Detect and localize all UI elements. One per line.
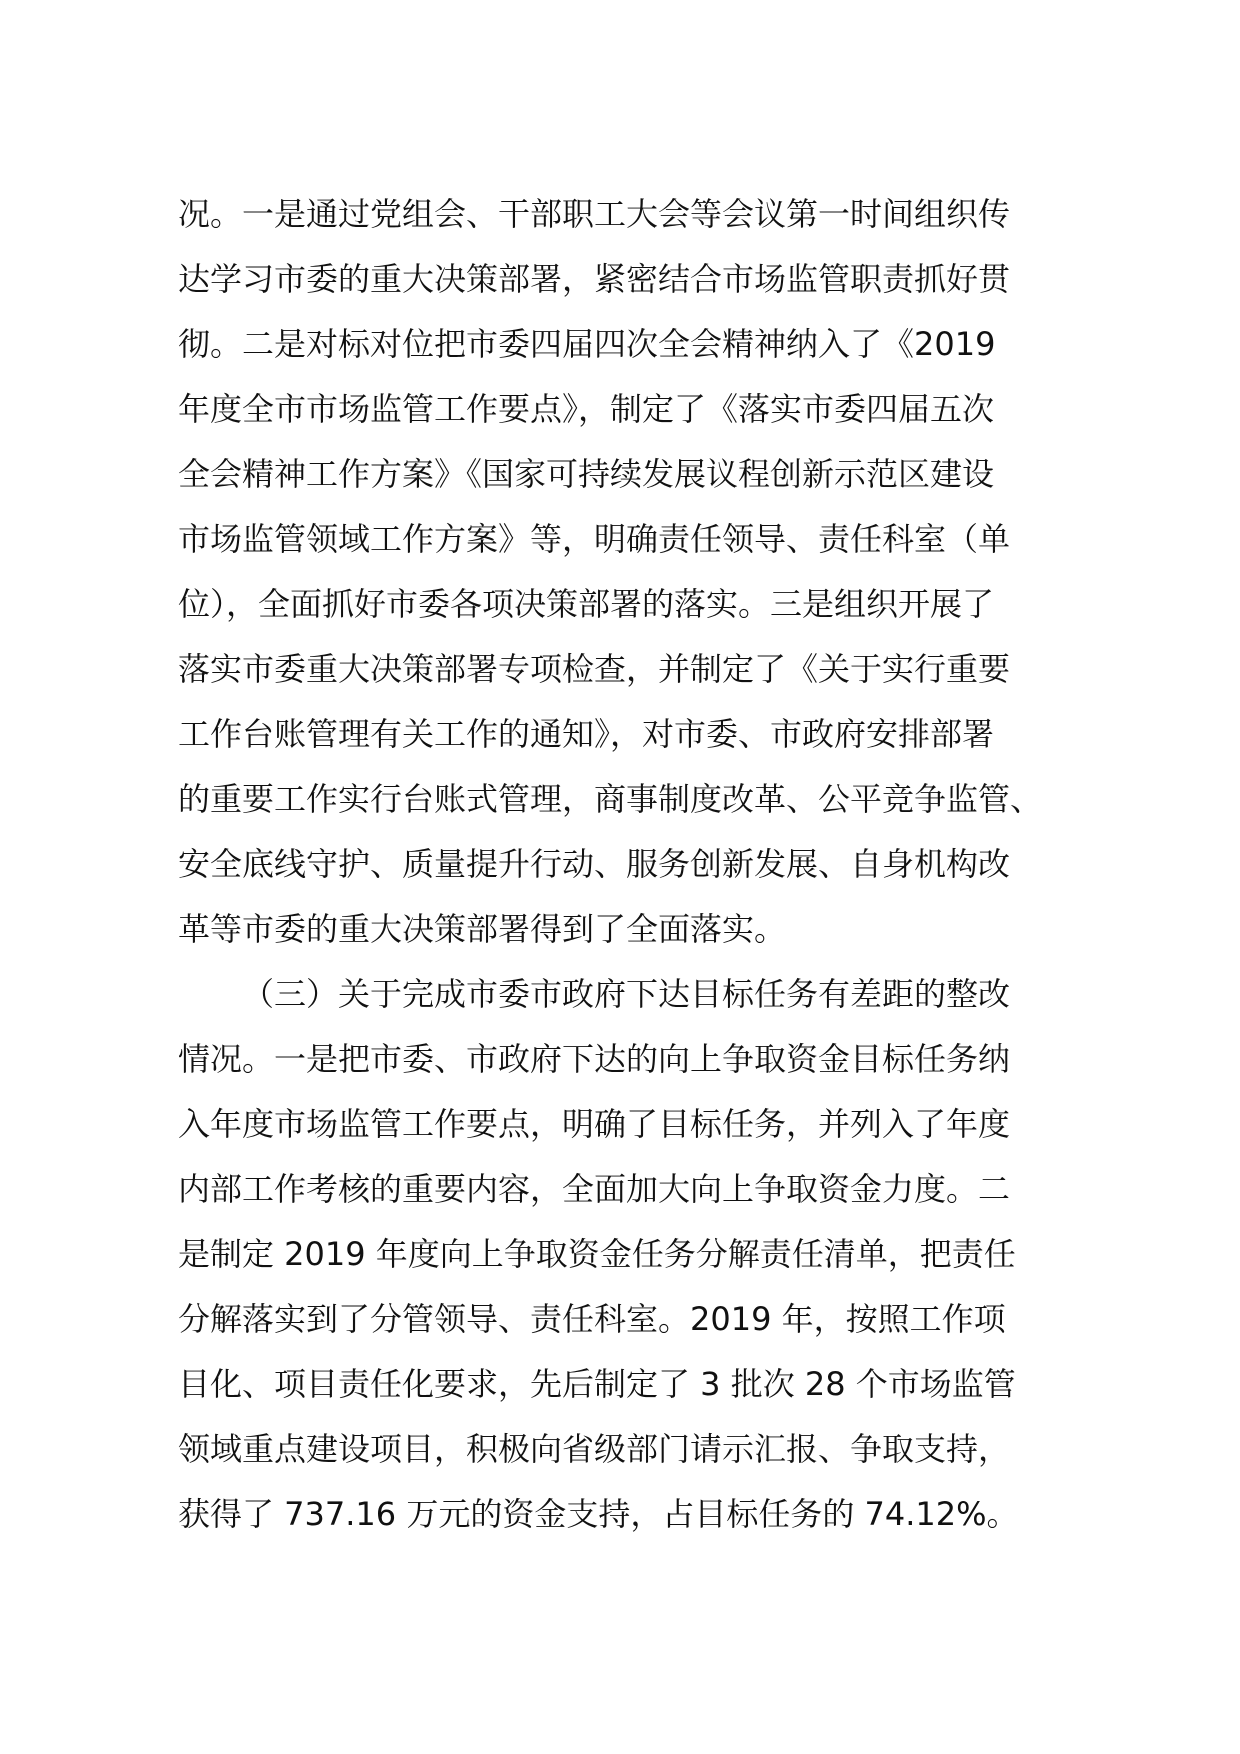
text-line: 入年度市场监管工作要点，明确了目标任务，并列入了年度	[178, 1105, 1011, 1143]
text-line: 彻。二是对标对位把市委四届四次全会精神纳入了《2019	[178, 325, 996, 363]
text-line: 全会精神工作方案》《国家可持续发展议程创新示范区建设	[178, 455, 995, 493]
text-line: 内部工作考核的重要内容，全面加大向上争取资金力度。二	[178, 1170, 1011, 1208]
text-line: 革等市委的重大决策部署得到了全面落实。	[178, 910, 787, 948]
text-line: 安全底线守护、质量提升行动、服务创新发展、自身机构改	[178, 845, 1011, 883]
text-line: 位），全面抓好市委各项决策部署的落实。三是组织开展了	[178, 585, 995, 623]
text-line: 获得了 737.16 万元的资金支持，占目标任务的 74.12%。	[178, 1495, 1019, 1533]
text-line: 是制定 2019 年度向上争取资金任务分解责任清单，把责任	[178, 1235, 1016, 1273]
body-text	[178, 182, 1078, 1547]
text-line: 领域重点建设项目，积极向省级部门请示汇报、争取支持，	[178, 1430, 1011, 1468]
text-line: 市场监管领域工作方案》等，明确责任领导、责任科室（单	[178, 520, 1011, 558]
text-line: 情况。一是把市委、市政府下达的向上争取资金目标任务纳	[178, 1040, 1011, 1078]
text-line: 分解落实到了分管领导、责任科室。2019 年，按照工作项	[178, 1300, 1006, 1338]
text-line: 的重要工作实行台账式管理，商事制度改革、公平竞争监管、	[178, 780, 1043, 818]
text-line: 达学习市委的重大决策部署，紧密结合市场监管职责抓好贯	[178, 260, 1011, 298]
text-line: 年度全市市场监管工作要点》，制定了《落实市委四届五次	[178, 390, 995, 428]
section-heading-line: （三）关于完成市委市政府下达目标任务有差距的整改	[242, 975, 1011, 1013]
text-line: 落实市委重大决策部署专项检查，并制定了《关于实行重要	[178, 650, 1011, 688]
text-line: 况。一是通过党组会、干部职工大会等会议第一时间组织传	[178, 195, 1011, 233]
text-line: 工作台账管理有关工作的通知》，对市委、市政府安排部署	[178, 715, 995, 753]
text-line: 目化、项目责任化要求，先后制定了 3 批次 28 个市场监管	[178, 1365, 1016, 1403]
